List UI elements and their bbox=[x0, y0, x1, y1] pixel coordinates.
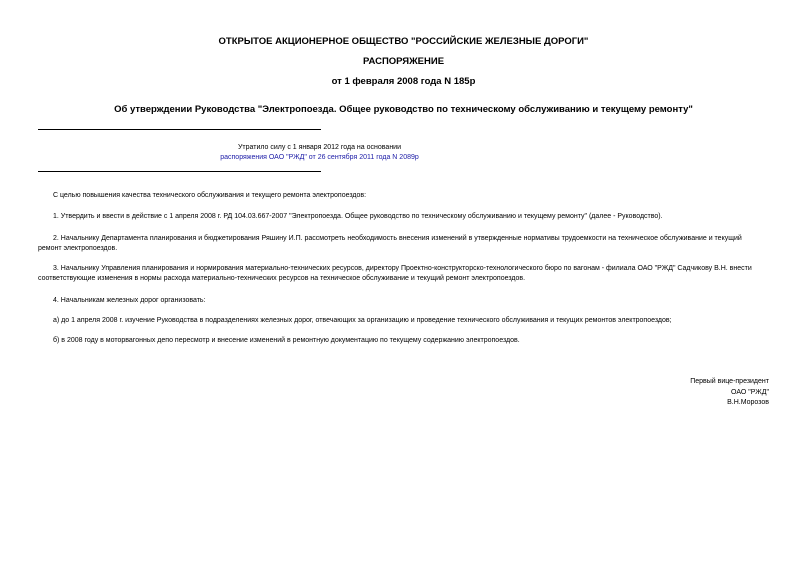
notice-divider-bottom bbox=[38, 171, 321, 172]
document-date: от 1 февраля 2008 года N 185р bbox=[331, 76, 476, 87]
paragraph-4-text: 4. Начальникам железных дорог организовать: bbox=[53, 297, 206, 304]
organization-heading: ОТКРЫТОЕ АКЦИОНЕРНОЕ ОБЩЕСТВО "РОССИЙСКИЕ ЖЕЛЕЗНЫЕ ДОРОГИ" bbox=[218, 36, 589, 47]
signature-name: В.Н.Морозов bbox=[727, 399, 769, 406]
paragraph-3-line-2: соответствующие изменения в нормы расхода материально-технических ресурсов на техническое обслуживание и текущий ремонт электропоездов. bbox=[38, 275, 526, 282]
signature-position: Первый вице-президент bbox=[690, 378, 769, 385]
paragraph-4b-text: б) в 2008 году в моторвагонных депо пересмотр и внесение изменений в ремонтную документацию по текущему содержанию электропоездов. bbox=[53, 337, 520, 344]
document-title: Об утверждении Руководства "Электропоезда. Общее руководство по техническому обслуживанию и текущему ремонту" bbox=[114, 104, 693, 115]
paragraph-4a-text: а) до 1 апреля 2008 г. изучение Руководства в подразделениях железных дорог, отвечающих за организацию и проведение технического обслуживания и текущих ремонтов электропоездов; bbox=[53, 317, 672, 324]
paragraph-2-line-2: ремонт электропоездов. bbox=[38, 245, 118, 252]
paragraph-4a bbox=[38, 316, 672, 326]
paragraph-3-line-1 bbox=[38, 264, 752, 274]
document-type: РАСПОРЯЖЕНИЕ bbox=[362, 56, 445, 67]
paragraph-2-line-1 bbox=[38, 234, 742, 244]
paragraph-1-text: 1. Утвердить и ввести в действие с 1 апреля 2008 г. РД 104.03.667-2007 "Электропоезда. Общее руководство по техническому обслуживанию и текущему ремонту" (далее - Руководство). bbox=[53, 213, 663, 220]
intro-paragraph bbox=[38, 191, 366, 201]
paragraph-3-text-1: 3. Начальнику Управления планирования и нормирования материально-технических ресурсов, директору Проектно-конструкторско-технологического бюро по вагонам - филиала ОАО "РЖД" Садчикову В.Н. внести bbox=[53, 265, 752, 272]
paragraph-1 bbox=[38, 212, 663, 222]
paragraph-2-text-1: 2. Начальнику Департамента планирования и бюджетирования Ряшину И.П. рассмотреть необходимость внесения изменений в утвержденные нормативы трудоемкости на техническое обслуживание и текущий bbox=[53, 235, 742, 242]
repeal-notice-text: Утратило силу с 1 января 2012 года на основании bbox=[237, 144, 402, 151]
paragraph-4b bbox=[38, 336, 520, 346]
repeal-notice-link-row bbox=[38, 153, 601, 163]
signature-company: ОАО "РЖД" bbox=[731, 389, 769, 396]
paragraph-4 bbox=[38, 296, 206, 306]
intro-text: С целью повышения качества технического обслуживания и текущего ремонта электропоездов: bbox=[53, 192, 367, 199]
notice-divider-top bbox=[38, 129, 321, 130]
repeal-order-link[interactable]: распоряжения ОАО "РЖД" от 26 сентября 2011 года N 2089р bbox=[220, 154, 419, 161]
